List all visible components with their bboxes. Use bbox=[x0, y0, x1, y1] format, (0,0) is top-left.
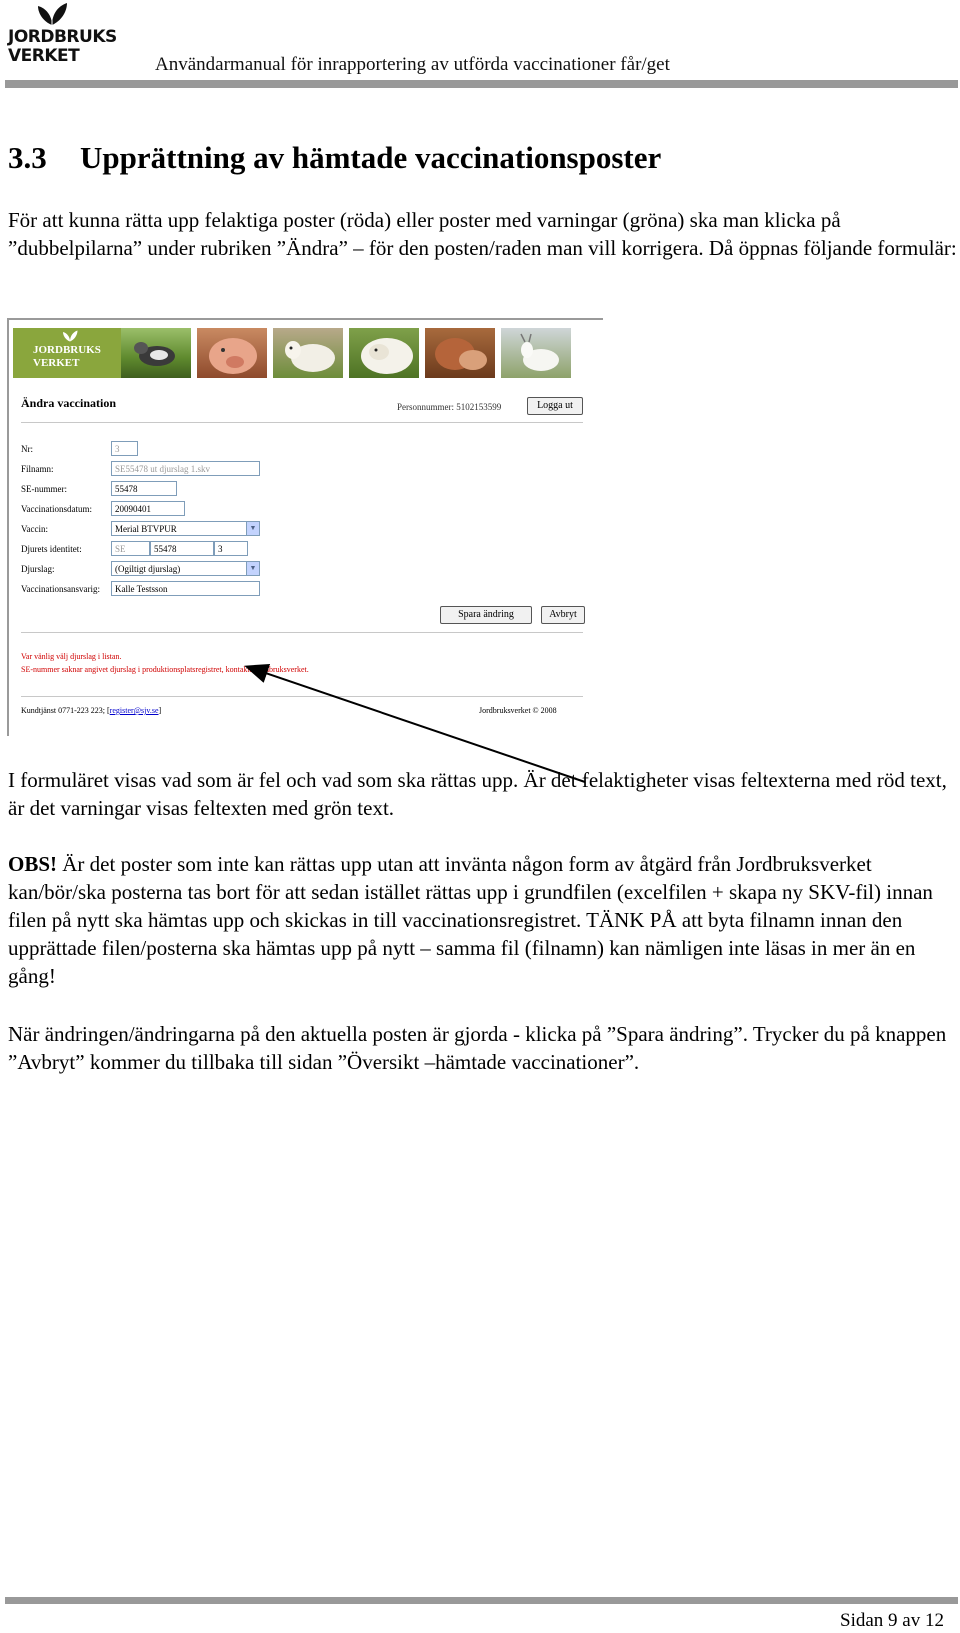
email-link[interactable]: register@sjv.se bbox=[109, 706, 159, 715]
save-paragraph: När ändringen/ändringarna på den aktuella posten är gjorda - klicka på ”Spara ändring”. Trycker du på knappen ”Avbryt” kommer du tillbaka till sidan ”Översikt –hämtade vaccinationer”. bbox=[8, 1022, 947, 1074]
vaccinationsdatum-field[interactable]: 20090401 bbox=[111, 501, 185, 516]
callout-arrow bbox=[0, 0, 960, 800]
vaccin-label: Vaccin: bbox=[21, 524, 48, 534]
chevron-down-icon[interactable]: ▼ bbox=[246, 522, 259, 535]
vaccinationsansvarig-label: Vaccinationsansvarig: bbox=[21, 584, 100, 594]
identitet-individ-field[interactable]: 3 bbox=[214, 541, 248, 556]
djurslag-label: Djurslag: bbox=[21, 564, 55, 574]
cancel-button[interactable]: Avbryt bbox=[541, 606, 585, 624]
filnamn-label: Filnamn: bbox=[21, 464, 54, 474]
identitet-se-field[interactable]: 55478 bbox=[150, 541, 214, 556]
page-number: Sidan 9 av 12 bbox=[840, 1610, 944, 1631]
section-title: Upprättning av hämtade vaccinationsposter bbox=[80, 140, 662, 175]
chevron-down-icon[interactable]: ▼ bbox=[246, 562, 259, 575]
save-button[interactable]: Spara ändring bbox=[440, 606, 532, 624]
errors-paragraph: I formuläret visas vad som är fel och vad som ska rättas upp. Är det felaktigheter visas feltexterna med röd text, är det varningar visas feltexten med grön text. bbox=[8, 768, 947, 820]
kundtjanst-text: Kundtjänst 0771-223 223; bbox=[21, 706, 105, 715]
document-title: Användarmanual för inrapportering av utförda vaccinationer får/get bbox=[155, 54, 670, 75]
logo-line2: VERKET bbox=[8, 46, 80, 66]
intro-paragraph: För att kunna rätta upp felaktiga poster (röda) eller poster med varningar (gröna) ska man klicka på ”dubbelpilarna” under rubriken ”Ändra” – för den posten/raden man vill korrigera. Då öppnas följande formulär: bbox=[8, 208, 957, 260]
banner-logo-line2: VERKET bbox=[33, 357, 80, 369]
personnummer-label: Personnummer: 5102153599 bbox=[397, 402, 502, 412]
error-message: Var vänlig välj djurslag i listan. bbox=[21, 652, 122, 661]
logo-line1: JORDBRUKS bbox=[8, 27, 117, 47]
vaccin-value: Merial BTVPUR bbox=[115, 524, 177, 534]
nr-label: Nr: bbox=[21, 444, 33, 454]
error-message: SE-nummer saknar angivet djurslag i produktionsplatsregistret, kontakta Jordbruksverket. bbox=[21, 665, 309, 674]
screenshot-footer-contact: Kundtjänst 0771-223 223; [register@sjv.se] bbox=[21, 706, 162, 715]
footer-divider bbox=[5, 1597, 958, 1604]
identitet-country-field[interactable]: SE bbox=[111, 541, 150, 556]
se-nummer-field[interactable]: 55478 bbox=[111, 481, 177, 496]
obs-text: Är det poster som inte kan rättas upp utan att invänta någon form av åtgärd från Jordbruksverket kan/bör/ska posterna tas bort för att sedan istället rättas upp i grundfilen (excelfilen + skapa ny SKV-fil) innan filen på nytt ska hämtas upp och skickas in till vaccinationsregistret. TÄNK PÅ att byta filnamn innan den upprättade filen/posterna ska hämtas upp på nytt – samma fil (filnamn) kan nämligen inte läsas in mer än en gång! bbox=[8, 852, 933, 988]
section-number: 3.3 bbox=[8, 140, 47, 175]
banner-logo-line1: JORDBRUKS bbox=[33, 344, 101, 356]
screenshot-footer-copyright: Jordbruksverket © 2008 bbox=[479, 706, 557, 715]
djurslag-value: (Ogiltigt djurslag) bbox=[115, 564, 181, 574]
logout-button[interactable]: Logga ut bbox=[527, 397, 583, 415]
obs-label: OBS! bbox=[8, 852, 58, 876]
vaccinationsansvarig-field[interactable]: Kalle Testsson bbox=[111, 581, 260, 596]
obs-paragraph bbox=[8, 850, 958, 990]
se-nummer-label: SE-nummer: bbox=[21, 484, 67, 494]
filnamn-field[interactable]: SE55478 ut djurslag 1.skv bbox=[111, 461, 260, 476]
djurets-identitet-label: Djurets identitet: bbox=[21, 544, 82, 554]
nr-field[interactable]: 3 bbox=[111, 441, 138, 456]
vaccinationsdatum-label: Vaccinationsdatum: bbox=[21, 504, 92, 514]
form-title: Ändra vaccination bbox=[21, 396, 117, 410]
